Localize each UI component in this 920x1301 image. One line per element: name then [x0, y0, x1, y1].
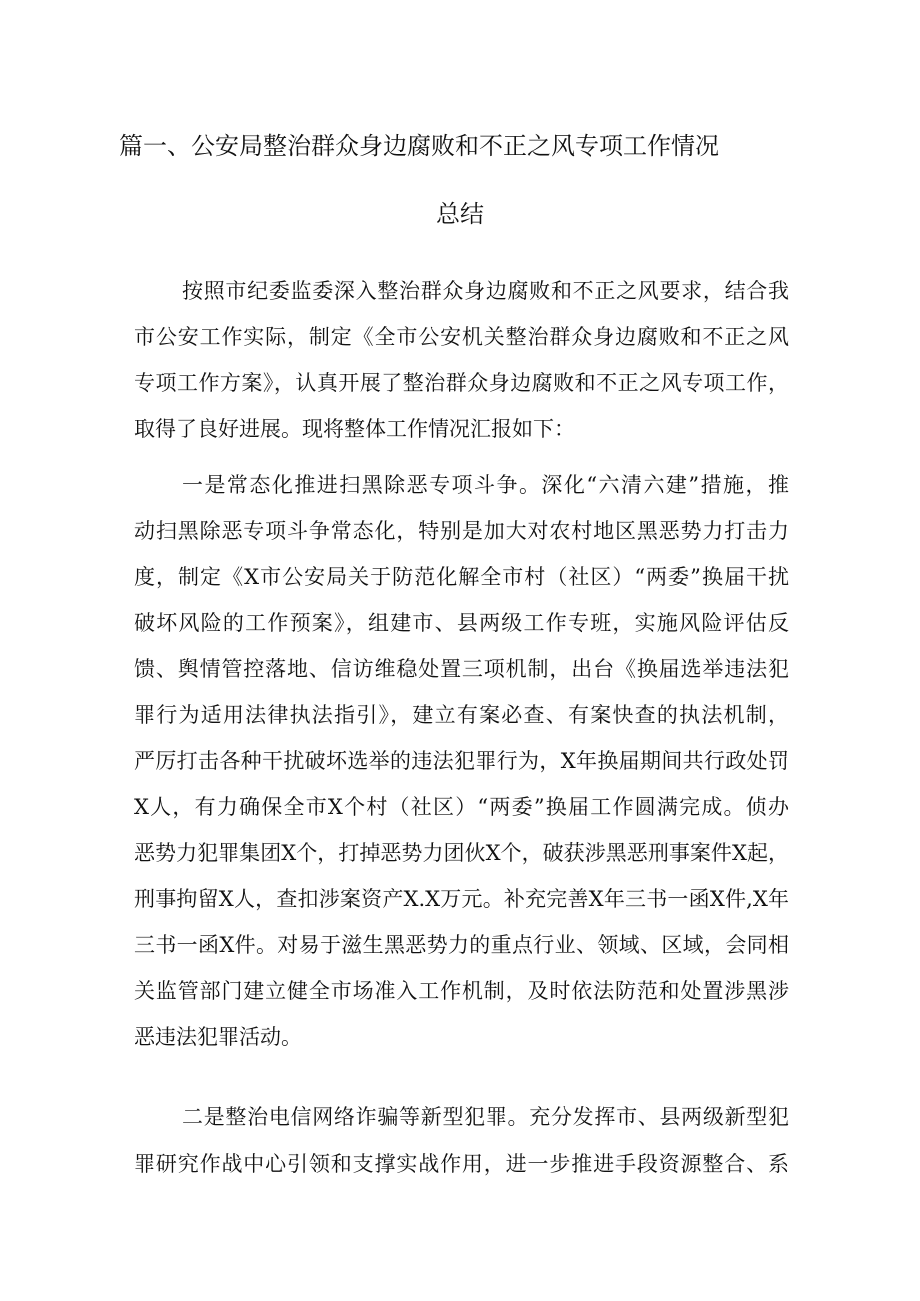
paragraph-line: 罪研究作战中心引领和支撑实战作用，进一步推进手段资源整合、系	[134, 1152, 789, 1176]
paragraph-line: 取得了良好进展。现将整体工作情况汇报如下：	[134, 417, 575, 441]
paragraph-line: 按照市纪委监委深入整治群众身边腐败和不正之风要求，结合我	[182, 279, 789, 303]
paragraph-line: 市公安工作实际，制定《全市公安机关整治群众身边腐败和不正之风	[134, 325, 789, 349]
document-title-continuation: 总结	[436, 200, 484, 228]
paragraph-line: 一是常态化推进扫黑除恶专项斗争。深化“六清六建”措施，推	[182, 473, 789, 497]
paragraph-line: 严厉打击各种干扰破坏选举的违法犯罪行为，X年换届期间共行政处罚	[134, 749, 789, 773]
paragraph-line: X人，有力确保全市X个村（社区）“两委”换届工作圆满完成。侦办	[134, 795, 789, 819]
paragraph-line: 三书一函X件。对易于滋生黑恶势力的重点行业、领域、区域，会同相	[134, 933, 789, 957]
paragraph-line: 恶势力犯罪集团X个，打掉恶势力团伙X个，破获涉黑恶刑事案件X起，	[134, 841, 789, 865]
paragraph-line: 罪行为适用法律执法指引》，建立有案必查、有案快查的执法机制，	[134, 703, 789, 727]
paragraph-line: 恶违法犯罪活动。	[134, 1025, 302, 1049]
paragraph-line: 馈、舆情管控落地、信访维稳处置三项机制，出台《换届选举违法犯	[134, 657, 789, 681]
paragraph-line: 度，制定《X市公安局关于防范化解全市村（社区）“两委”换届干扰	[134, 565, 789, 589]
paragraph-line: 二是整治电信网络诈骗等新型犯罪。充分发挥市、县两级新型犯	[182, 1105, 789, 1129]
paragraph-line: 关监管部门建立健全市场准入工作机制，及时依法防范和处置涉黑涉	[134, 979, 789, 1003]
document-title: 篇一、公安局整治群众身边腐败和不正之风专项工作情况	[119, 132, 719, 160]
paragraph-line: 专项工作方案》，认真开展了整治群众身边腐败和不正之风专项工作，	[134, 371, 789, 395]
paragraph-line: 动扫黑除恶专项斗争常态化，特别是加大对农村地区黑恶势力打击力	[134, 519, 789, 543]
paragraph-line: 破坏风险的工作预案》，组建市、县两级工作专班，实施风险评估反	[134, 611, 789, 635]
paragraph-line: 刑事拘留X人，查扣涉案资产X.X万元。补充完善X年三书一函X件,X年	[134, 887, 789, 911]
